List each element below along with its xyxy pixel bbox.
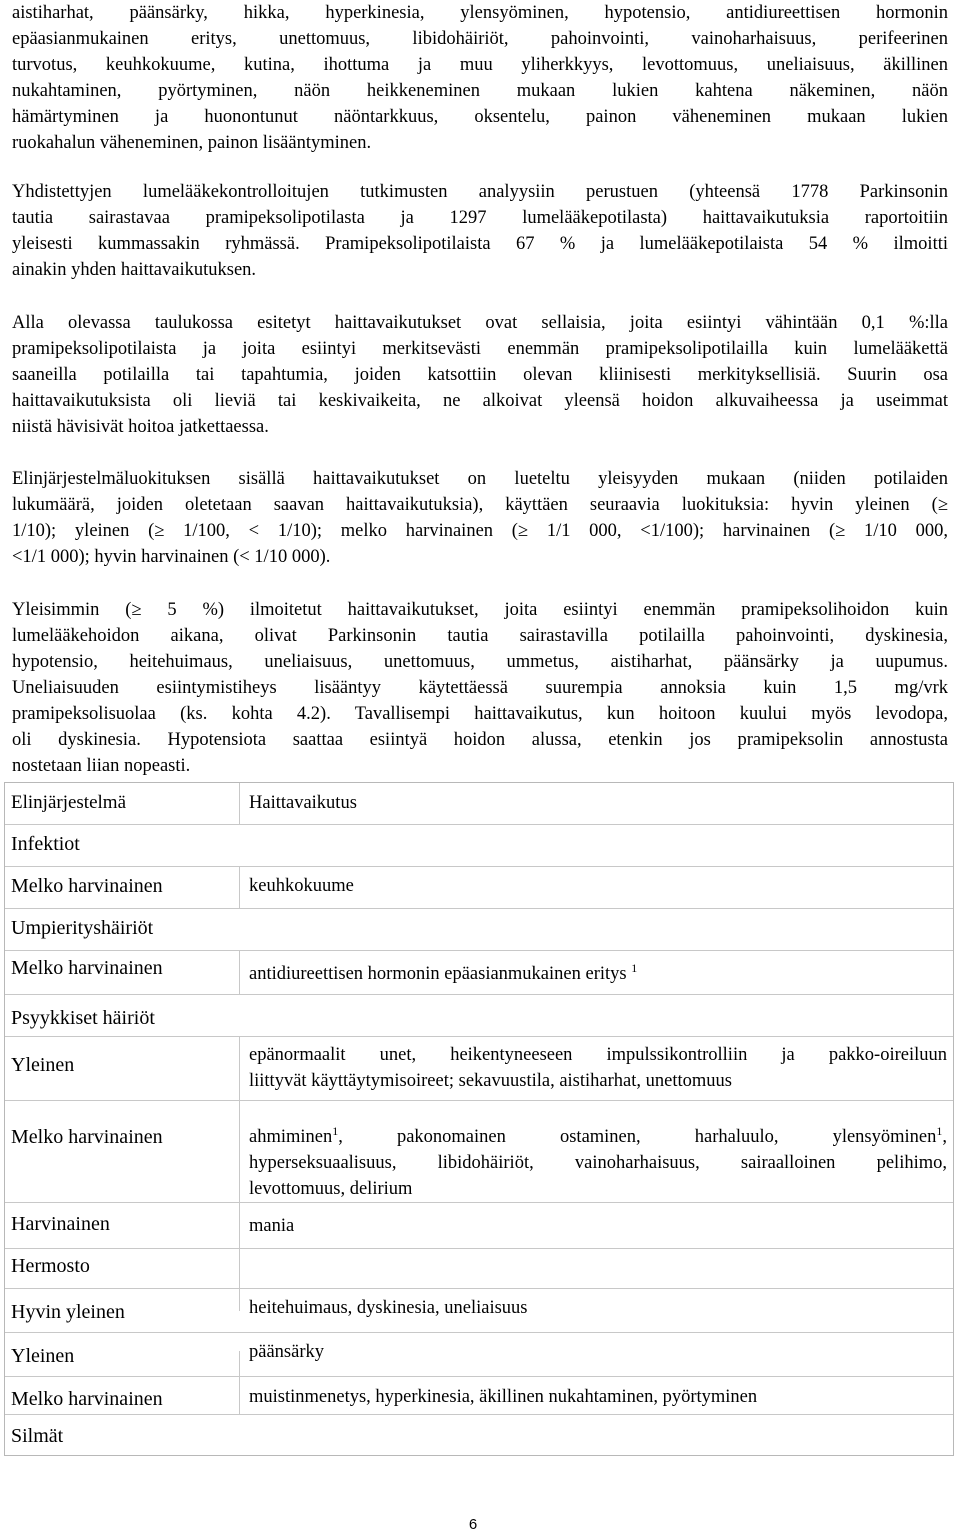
reaction-text: keuhkokuume	[249, 876, 354, 896]
table-row	[5, 867, 953, 909]
frequency-label: Melko harvinainen	[11, 1388, 163, 1410]
frequency-label: Melko harvinainen	[11, 1126, 163, 1148]
text-line: Yhdistettyjen lumelääkekontrolloitujen tutkimusten analyysiin perustuen (yhteensä 1778 Parkinsonin	[12, 182, 948, 202]
table-row	[5, 951, 953, 995]
text-line: pramipeksolipotilaista ja joita esiintyi merkitsevästi enemmän pramipeksolipotilailla kuin lumelääkettä	[12, 339, 948, 359]
text-line: Elinjärjestelmäluokituksen sisällä haittavaikutukset on lueteltu yleisyyden mukaan (niiden potilaiden	[12, 469, 948, 489]
table-row	[5, 1333, 953, 1377]
reaction-text: muistinmenetys, hyperkinesia, äkillinen nukahtaminen, pyörtyminen	[249, 1387, 758, 1407]
table-row	[5, 1289, 953, 1333]
reaction-text: epänormaalit unet, heikentyneeseen impulssikontrolliin ja pakko-oireiluun liittyvät käyttäytymisoireet; sekavuustila, aistiharhat, unettomuus	[249, 1045, 947, 1091]
text-line: <1/1 000); hyvin harvinainen (< 1/10 000).	[12, 547, 331, 567]
table-header-row	[5, 783, 953, 825]
frequency-label: Hyvin yleinen	[11, 1301, 125, 1323]
table-row	[5, 1101, 953, 1203]
text-line: Uneliaisuuden esiintymistiheys lisääntyy käytettäessä suurempia annoksia kuin 1,5 mg/vrk	[12, 678, 948, 698]
table-row	[5, 1203, 953, 1249]
page-number: 6	[468, 1516, 478, 1533]
reaction-text: mania	[249, 1216, 295, 1236]
text-line: yleisesti kummassakin ryhmässä. Pramipeksolipotilaista 67 % ja lumelääkepotilaista 54 % ilmoitti	[12, 234, 948, 254]
text-line: aistiharhat, päänsärky, hikka, hyperkinesia, ylensyöminen, hypotensio, antidiureettisen hormonin	[12, 3, 948, 23]
reaction-text: ahmiminen$^1$, pakonomainen ostaminen, harhaluulo, ylensyöminen$^1$, hyperseksuaalisuus, libidohäiriöt, vainoharhaisuus, sairaalloinen pelihimo, levottomuus, delirium	[249, 1124, 947, 1199]
section-label: Hermosto	[11, 1255, 90, 1277]
paragraph-side-effects-list	[12, 0, 948, 156]
text-line: hämärtyminen ja huonontunut näöntarkkuus, oksentelu, painon väheneminen mukaan lukien	[12, 107, 948, 127]
section-label: Umpierityshäiriöt	[11, 917, 154, 939]
table-section-row	[5, 1249, 953, 1289]
text-line: niistä hävisivät hoitoa jatkettaessa.	[12, 417, 269, 437]
paragraph-frequency-categories	[12, 466, 948, 570]
frequency-label: Melko harvinainen	[11, 875, 163, 897]
paragraph-most-common-effects	[12, 597, 948, 779]
text-line: Alla olevassa taulukossa esitetyt haittavaikutukset ovat sellaisia, joita esiintyi vähintään 0,1 %:lla	[12, 313, 948, 333]
header-adverse-reaction: Haittavaikutus	[249, 793, 357, 813]
reaction-text: päänsärky	[249, 1342, 324, 1362]
adverse-reactions-table	[4, 782, 954, 1456]
frequency-label: Harvinainen	[11, 1213, 110, 1235]
table-row	[5, 1037, 953, 1101]
reaction-text: antidiureettisen hormonin epäasianmukainen eritys $^1$	[249, 961, 638, 984]
text-line: turvotus, keuhkokuume, kutina, ihottuma ja muu yliherkkyys, levottomuus, uneliaisuus, äkillinen	[12, 55, 948, 75]
section-label: Psyykkiset häiriöt	[11, 1007, 155, 1029]
table-row	[5, 1377, 953, 1415]
header-organ-system: Elinjärjestelmä	[11, 792, 127, 813]
text-line: Yleisimmin (≥ 5 %) ilmoitetut haittavaikutukset, joita esiintyi enemmän pramipeksolihoidon kuin	[12, 600, 948, 620]
text-line: nukahtaminen, pyörtyminen, näön heikkeneminen mukaan lukien kahtena näkeminen, näön	[12, 81, 948, 101]
text-line: ainakin yhden haittavaikutuksen.	[12, 260, 257, 280]
section-label: Infektiot	[11, 833, 80, 855]
paragraph-pooled-analysis	[12, 179, 948, 283]
text-line: ruokahalun väheneminen, painon lisääntyminen.	[12, 133, 372, 153]
text-line: lukumäärä, joiden oletetaan saavan haittavaikutuksia), käyttäen seuraavia luokituksia: hyvin yleinen (≥	[12, 495, 948, 515]
text-line: epäasianmukainen eritys, unettomuus, libidohäiriöt, pahoinvointi, vainoharhaisuus, perifeerinen	[12, 29, 948, 49]
frequency-label: Yleinen	[11, 1345, 75, 1367]
text-line: nostetaan liian nopeasti.	[12, 756, 191, 776]
text-line: 1/10); yleinen (≥ 1/100, < 1/10); melko harvinainen (≥ 1/1 000, <1/100); harvinainen (≥ 1/10 000,	[12, 521, 948, 541]
text-line: saaneilla potilailla tai tapahtumia, joiden katsottiin olevan kliinisesti merkityksellisiä. Suurin osa	[12, 365, 948, 385]
text-line: pramipeksolisuolaa (ks. kohta 4.2). Tavallisempi haittavaikutus, kun hoitoon kuului myös levodopa,	[12, 704, 948, 724]
reaction-text: heitehuimaus, dyskinesia, uneliaisuus	[249, 1298, 528, 1318]
section-label: Silmät	[11, 1425, 64, 1447]
table-section-row	[5, 909, 953, 951]
text-line: hypotensio, heitehuimaus, uneliaisuus, unettomuus, ummetus, aistiharhat, päänsärky ja uupumus.	[12, 652, 948, 672]
text-line: tautia sairastavaa pramipeksolipotilasta ja 1297 lumelääkepotilasta) haittavaikutuksia raportoitiin	[12, 208, 948, 228]
table-section-row	[5, 1415, 953, 1455]
text-line: oli dyskinesia. Hypotensiota saattaa esiintyä hoidon alussa, etenkin jos pramipeksolin annostusta	[12, 730, 948, 750]
footnote-marker: 1	[631, 961, 638, 975]
text-line: lumelääkehoidon aikana, olivat Parkinsonin tautia sairastavilla potilailla pahoinvointi, dyskinesia,	[12, 626, 948, 646]
paragraph-table-intro	[12, 310, 948, 440]
text-line: haittavaikutuksista oli lieviä tai keskivaikeita, ne alkoivat yleensä hoidon alkuvaiheessa ja useimmat	[12, 391, 948, 411]
table-section-row	[5, 995, 953, 1037]
frequency-label: Yleinen	[11, 1054, 75, 1076]
table-section-row	[5, 825, 953, 867]
frequency-label: Melko harvinainen	[11, 957, 163, 979]
